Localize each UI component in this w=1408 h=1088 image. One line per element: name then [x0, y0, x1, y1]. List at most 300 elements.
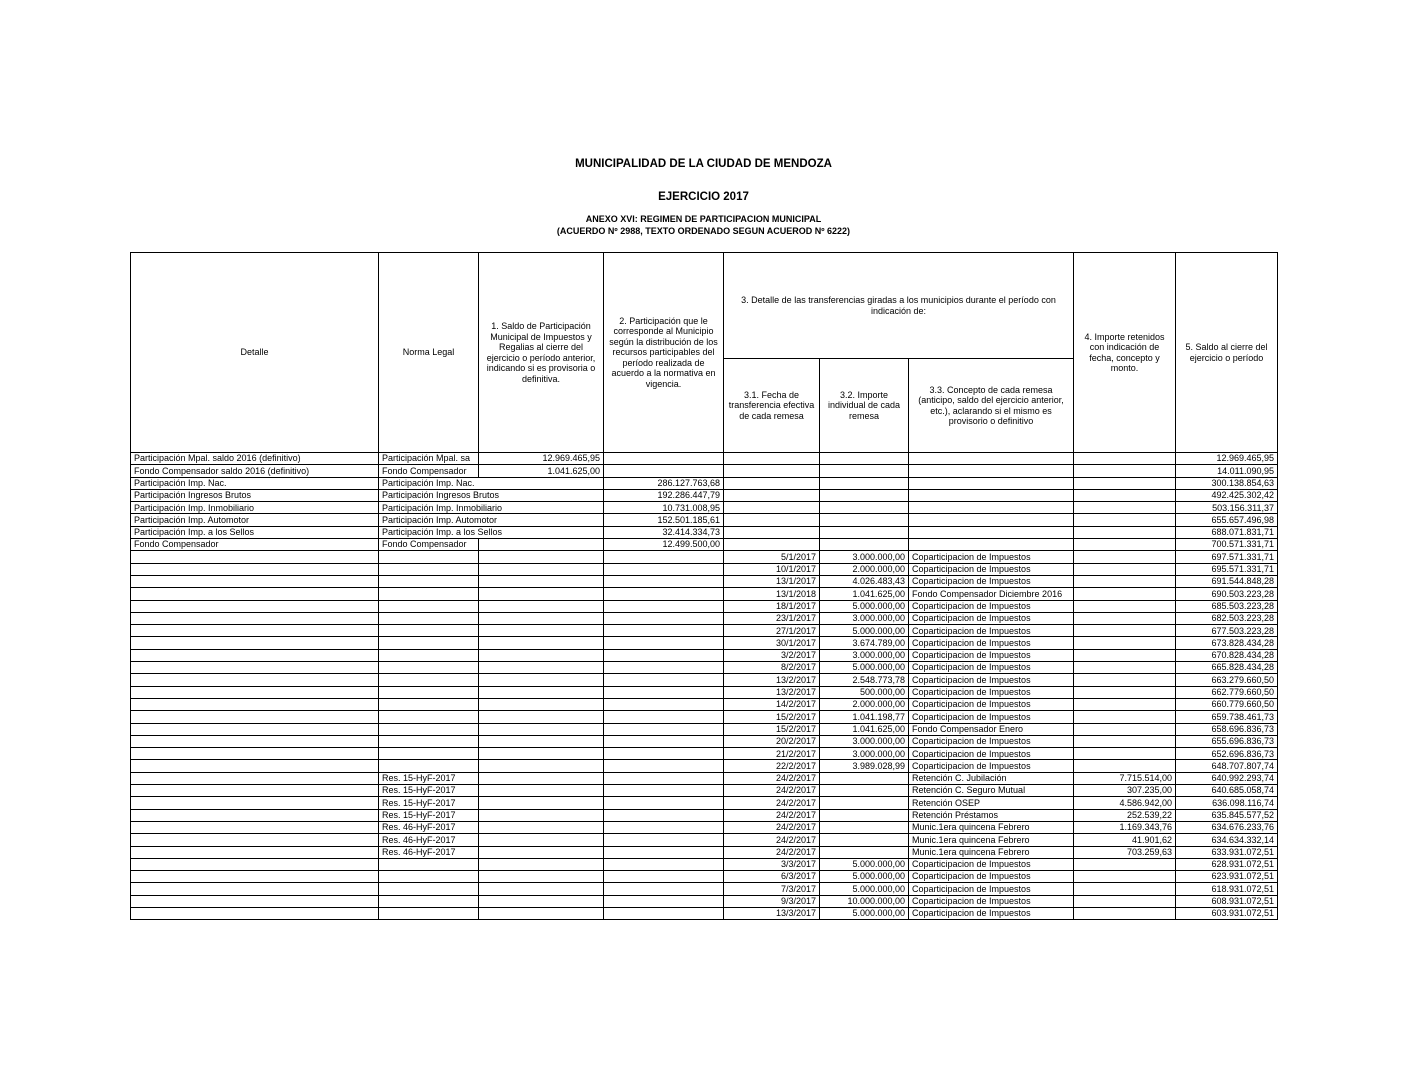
- cell-retenido: [1074, 895, 1176, 907]
- table-row: [131, 539, 1278, 551]
- table-row: [131, 612, 1278, 624]
- table-row: [131, 809, 1278, 821]
- cell-detalle: [131, 883, 379, 895]
- cell-participacion: [604, 662, 724, 674]
- cell-participacion: 286.127.763,68: [604, 477, 724, 489]
- cell-importe: 2.548.773,78: [820, 674, 909, 686]
- table-row: [131, 674, 1278, 686]
- cell-fecha: 27/1/2017: [724, 625, 820, 637]
- cell-retenido: [1074, 686, 1176, 698]
- table-row: [131, 489, 1278, 501]
- table-row: [131, 662, 1278, 674]
- cell-fecha: 13/1/2018: [724, 588, 820, 600]
- table-row: [131, 785, 1278, 797]
- cell-fecha: 24/2/2017: [724, 846, 820, 858]
- cell-fecha: 14/2/2017: [724, 698, 820, 710]
- cell-participacion: [604, 834, 724, 846]
- cell-concepto: [909, 465, 1074, 477]
- cell-retenido: [1074, 858, 1176, 870]
- cell-saldo-anterior: [479, 625, 604, 637]
- cell-norma-legal: Participación Mpal. sa: [379, 453, 479, 465]
- header-saldo-cierre: 5. Saldo al cierre del ejercicio o período: [1176, 253, 1278, 453]
- cell-norma-legal: [379, 723, 479, 735]
- cell-saldo-cierre: 682.503.223,28: [1176, 612, 1278, 624]
- cell-participacion: [604, 453, 724, 465]
- cell-concepto: [909, 489, 1074, 501]
- header-fecha: 3.1. Fecha de transferencia efectiva de cada remesa: [724, 359, 820, 453]
- cell-saldo-anterior: [479, 711, 604, 723]
- cell-concepto: Fondo Compensador Enero: [909, 723, 1074, 735]
- cell-saldo-cierre: 655.696.836,73: [1176, 735, 1278, 747]
- cell-saldo-anterior: [479, 797, 604, 809]
- cell-saldo-anterior: [479, 809, 604, 821]
- header-retenidos: 4. Importe retenidos con indicación de fecha, concepto y monto.: [1074, 253, 1176, 453]
- document-title: MUNICIPALIDAD DE LA CIUDAD DE MENDOZA: [575, 158, 832, 170]
- cell-importe: [820, 785, 909, 797]
- cell-retenido: [1074, 612, 1176, 624]
- cell-norma-legal: Participación Imp. Automotor: [379, 514, 604, 526]
- cell-retenido: [1074, 637, 1176, 649]
- cell-participacion: [604, 723, 724, 735]
- table-row: [131, 772, 1278, 784]
- cell-participacion: [604, 649, 724, 661]
- cell-norma-legal: Participación Ingresos Brutos: [379, 489, 604, 501]
- cell-fecha: 24/2/2017: [724, 834, 820, 846]
- cell-concepto: Coparticipacion de Impuestos: [909, 895, 1074, 907]
- cell-saldo-cierre: 503.156.311,37: [1176, 502, 1278, 514]
- table-row: [131, 846, 1278, 858]
- cell-importe: 500.000,00: [820, 686, 909, 698]
- cell-saldo-anterior: [479, 698, 604, 710]
- cell-importe: 5.000.000,00: [820, 871, 909, 883]
- cell-norma-legal: [379, 674, 479, 686]
- cell-detalle: [131, 662, 379, 674]
- cell-fecha: [724, 465, 820, 477]
- table-row: [131, 477, 1278, 489]
- cell-saldo-cierre: 659.738.461,73: [1176, 711, 1278, 723]
- cell-concepto: Coparticipacion de Impuestos: [909, 600, 1074, 612]
- cell-retenido: [1074, 502, 1176, 514]
- cell-retenido: [1074, 563, 1176, 575]
- cell-saldo-anterior: [479, 600, 604, 612]
- cell-concepto: Coparticipacion de Impuestos: [909, 551, 1074, 563]
- cell-fecha: 3/2/2017: [724, 649, 820, 661]
- cell-retenido: [1074, 735, 1176, 747]
- cell-detalle: [131, 637, 379, 649]
- cell-fecha: 3/3/2017: [724, 858, 820, 870]
- cell-concepto: Munic.1era quincena Febrero: [909, 846, 1074, 858]
- cell-norma-legal: [379, 760, 479, 772]
- cell-participacion: [604, 612, 724, 624]
- cell-saldo-cierre: 691.544.848,28: [1176, 575, 1278, 587]
- cell-saldo-anterior: [479, 723, 604, 735]
- cell-participacion: [604, 858, 724, 870]
- cell-saldo-cierre: 662.779.660,50: [1176, 686, 1278, 698]
- cell-detalle: [131, 575, 379, 587]
- cell-participacion: [604, 895, 724, 907]
- cell-detalle: Fondo Compensador saldo 2016 (definitivo): [131, 465, 379, 477]
- cell-saldo-anterior: [479, 662, 604, 674]
- cell-saldo-cierre: 608.931.072,51: [1176, 895, 1278, 907]
- cell-saldo-anterior: [479, 760, 604, 772]
- table-row: [131, 834, 1278, 846]
- cell-concepto: Coparticipacion de Impuestos: [909, 698, 1074, 710]
- cell-fecha: 20/2/2017: [724, 735, 820, 747]
- cell-detalle: [131, 698, 379, 710]
- cell-saldo-anterior: [479, 846, 604, 858]
- cell-detalle: [131, 785, 379, 797]
- cell-detalle: [131, 711, 379, 723]
- cell-norma-legal: [379, 575, 479, 587]
- cell-saldo-anterior: [479, 649, 604, 661]
- cell-importe: 5.000.000,00: [820, 625, 909, 637]
- cell-participacion: [604, 600, 724, 612]
- cell-fecha: 13/1/2017: [724, 575, 820, 587]
- cell-norma-legal: [379, 637, 479, 649]
- cell-concepto: Retención C. Jubilación: [909, 772, 1074, 784]
- cell-concepto: Coparticipacion de Impuestos: [909, 637, 1074, 649]
- cell-concepto: Coparticipacion de Impuestos: [909, 883, 1074, 895]
- cell-participacion: [604, 809, 724, 821]
- cell-retenido: [1074, 760, 1176, 772]
- table-row: [131, 698, 1278, 710]
- cell-saldo-cierre: 700.571.331,71: [1176, 539, 1278, 551]
- cell-concepto: Coparticipacion de Impuestos: [909, 674, 1074, 686]
- cell-importe: 5.000.000,00: [820, 883, 909, 895]
- cell-saldo-cierre: 603.931.072,51: [1176, 907, 1278, 919]
- cell-retenido: [1074, 539, 1176, 551]
- cell-norma-legal: [379, 871, 479, 883]
- cell-norma-legal: Res. 46-HyF-2017: [379, 834, 479, 846]
- cell-retenido: 41.901,62: [1074, 834, 1176, 846]
- cell-importe: [820, 834, 909, 846]
- cell-saldo-anterior: [479, 551, 604, 563]
- cell-retenido: [1074, 907, 1176, 919]
- cell-retenido: [1074, 514, 1176, 526]
- table-row: [131, 858, 1278, 870]
- cell-saldo-cierre: 633.931.072,51: [1176, 846, 1278, 858]
- table-row: [131, 723, 1278, 735]
- cell-norma-legal: Participación Imp. a los Sellos: [379, 526, 604, 538]
- cell-norma-legal: [379, 907, 479, 919]
- cell-norma-legal: [379, 711, 479, 723]
- cell-detalle: Participación Imp. Nac.: [131, 477, 379, 489]
- header-transferencias: 3. Detalle de las transferencias giradas a los municipios durante el período con indicación de:: [724, 253, 1074, 359]
- cell-concepto: Munic.1era quincena Febrero: [909, 834, 1074, 846]
- table-header: [131, 253, 1278, 453]
- cell-participacion: [604, 625, 724, 637]
- cell-participacion: [604, 465, 724, 477]
- cell-retenido: [1074, 465, 1176, 477]
- cell-retenido: 7.715.514,00: [1074, 772, 1176, 784]
- cell-fecha: [724, 477, 820, 489]
- cell-retenido: [1074, 489, 1176, 501]
- cell-importe: [820, 797, 909, 809]
- cell-detalle: [131, 588, 379, 600]
- cell-saldo-cierre: 618.931.072,51: [1176, 883, 1278, 895]
- cell-fecha: 24/2/2017: [724, 797, 820, 809]
- cell-saldo-anterior: [479, 575, 604, 587]
- table-row: [131, 551, 1278, 563]
- cell-fecha: 15/2/2017: [724, 723, 820, 735]
- cell-detalle: [131, 821, 379, 833]
- cell-concepto: [909, 453, 1074, 465]
- cell-participacion: [604, 821, 724, 833]
- cell-importe: 10.000.000,00: [820, 895, 909, 907]
- cell-saldo-anterior: [479, 858, 604, 870]
- cell-saldo-cierre: 685.503.223,28: [1176, 600, 1278, 612]
- cell-retenido: 4.586.942,00: [1074, 797, 1176, 809]
- cell-fecha: 10/1/2017: [724, 563, 820, 575]
- table-row: [131, 883, 1278, 895]
- cell-importe: 1.041.198,77: [820, 711, 909, 723]
- cell-importe: [820, 465, 909, 477]
- cell-norma-legal: Res. 15-HyF-2017: [379, 785, 479, 797]
- cell-fecha: [724, 539, 820, 551]
- cell-fecha: 15/2/2017: [724, 711, 820, 723]
- cell-saldo-anterior: [479, 871, 604, 883]
- cell-saldo-cierre: 695.571.331,71: [1176, 563, 1278, 575]
- cell-saldo-cierre: 623.931.072,51: [1176, 871, 1278, 883]
- document-subtitle-anexo: ANEXO XVI: REGIMEN DE PARTICIPACION MUNICIPAL: [585, 214, 822, 224]
- cell-saldo-cierre: 660.779.660,50: [1176, 698, 1278, 710]
- cell-detalle: [131, 809, 379, 821]
- table-row: [131, 526, 1278, 538]
- cell-saldo-cierre: 655.657.496,98: [1176, 514, 1278, 526]
- cell-saldo-anterior: [479, 674, 604, 686]
- cell-saldo-cierre: 634.676.233,76: [1176, 821, 1278, 833]
- cell-importe: 2.000.000,00: [820, 563, 909, 575]
- cell-importe: 3.000.000,00: [820, 612, 909, 624]
- cell-fecha: 18/1/2017: [724, 600, 820, 612]
- cell-saldo-anterior: [479, 883, 604, 895]
- cell-saldo-anterior: [479, 907, 604, 919]
- cell-retenido: [1074, 453, 1176, 465]
- table-row: [131, 907, 1278, 919]
- cell-importe: [820, 514, 909, 526]
- cell-norma-legal: [379, 625, 479, 637]
- cell-participacion: 10.731.008,95: [604, 502, 724, 514]
- cell-importe: [820, 502, 909, 514]
- cell-concepto: Coparticipacion de Impuestos: [909, 907, 1074, 919]
- cell-concepto: Coparticipacion de Impuestos: [909, 871, 1074, 883]
- header-detalle: Detalle: [131, 253, 379, 453]
- cell-participacion: [604, 674, 724, 686]
- cell-saldo-anterior: [479, 834, 604, 846]
- table-row: [131, 711, 1278, 723]
- cell-detalle: [131, 760, 379, 772]
- cell-norma-legal: [379, 686, 479, 698]
- cell-concepto: Coparticipacion de Impuestos: [909, 760, 1074, 772]
- table-row: [131, 895, 1278, 907]
- cell-fecha: 8/2/2017: [724, 662, 820, 674]
- cell-saldo-anterior: [479, 563, 604, 575]
- cell-concepto: Fondo Compensador Diciembre 2016: [909, 588, 1074, 600]
- cell-participacion: [604, 760, 724, 772]
- cell-participacion: [604, 846, 724, 858]
- cell-saldo-cierre: 300.138.854,63: [1176, 477, 1278, 489]
- table-row: [131, 637, 1278, 649]
- cell-saldo-cierre: 677.503.223,28: [1176, 625, 1278, 637]
- header-concepto: 3.3. Concepto de cada remesa (anticipo, saldo del ejercicio anterior, etc.), aclarando si el mismo es provisorio o definitivo: [909, 359, 1074, 453]
- cell-saldo-anterior: [479, 735, 604, 747]
- cell-norma-legal: [379, 649, 479, 661]
- cell-fecha: 6/3/2017: [724, 871, 820, 883]
- cell-retenido: [1074, 600, 1176, 612]
- table-row: [131, 649, 1278, 661]
- cell-norma-legal: [379, 883, 479, 895]
- cell-norma-legal: Res. 15-HyF-2017: [379, 772, 479, 784]
- cell-concepto: [909, 514, 1074, 526]
- cell-saldo-anterior: [479, 637, 604, 649]
- cell-retenido: 1.169.343,76: [1074, 821, 1176, 833]
- cell-retenido: [1074, 723, 1176, 735]
- cell-retenido: [1074, 883, 1176, 895]
- document-subtitle-ejercicio: EJERCICIO 2017: [658, 191, 749, 203]
- cell-fecha: [724, 526, 820, 538]
- cell-detalle: Participación Imp. Inmobiliario: [131, 502, 379, 514]
- cell-saldo-cierre: 640.685.058,74: [1176, 785, 1278, 797]
- cell-importe: 3.000.000,00: [820, 735, 909, 747]
- cell-importe: 3.000.000,00: [820, 649, 909, 661]
- table-row: [131, 575, 1278, 587]
- cell-fecha: 13/2/2017: [724, 686, 820, 698]
- header-participacion: 2. Participación que le corresponde al Municipio según la distribución de los recursos participables del período realizada de acuerdo a la normativa en vigencia.: [604, 253, 724, 453]
- cell-importe: [820, 846, 909, 858]
- cell-fecha: [724, 514, 820, 526]
- cell-participacion: [604, 563, 724, 575]
- cell-participacion: [604, 907, 724, 919]
- cell-norma-legal: Fondo Compensador: [379, 465, 479, 477]
- cell-norma-legal: [379, 551, 479, 563]
- cell-norma-legal: [379, 858, 479, 870]
- cell-saldo-anterior: 1.041.625,00: [479, 465, 604, 477]
- cell-norma-legal: [379, 895, 479, 907]
- table-row: [131, 502, 1278, 514]
- cell-norma-legal: Res. 15-HyF-2017: [379, 797, 479, 809]
- cell-norma-legal: Res. 46-HyF-2017: [379, 821, 479, 833]
- cell-participacion: [604, 686, 724, 698]
- cell-saldo-cierre: 12.969.465,95: [1176, 453, 1278, 465]
- cell-concepto: Coparticipacion de Impuestos: [909, 686, 1074, 698]
- cell-norma-legal: [379, 662, 479, 674]
- cell-importe: 3.674.789,00: [820, 637, 909, 649]
- table-row: [131, 465, 1278, 477]
- cell-retenido: [1074, 748, 1176, 760]
- cell-importe: 3.000.000,00: [820, 551, 909, 563]
- cell-retenido: 252.539,22: [1074, 809, 1176, 821]
- table-row: [131, 588, 1278, 600]
- table-row: [131, 735, 1278, 747]
- cell-fecha: 21/2/2017: [724, 748, 820, 760]
- cell-detalle: [131, 600, 379, 612]
- cell-retenido: [1074, 588, 1176, 600]
- cell-retenido: [1074, 625, 1176, 637]
- cell-saldo-anterior: 12.969.465,95: [479, 453, 604, 465]
- cell-concepto: [909, 477, 1074, 489]
- cell-saldo-cierre: 635.845.577,52: [1176, 809, 1278, 821]
- cell-retenido: [1074, 674, 1176, 686]
- cell-saldo-cierre: 636.098.116,74: [1176, 797, 1278, 809]
- cell-detalle: Participación Ingresos Brutos: [131, 489, 379, 501]
- cell-detalle: Participación Imp. a los Sellos: [131, 526, 379, 538]
- cell-fecha: 24/2/2017: [724, 785, 820, 797]
- cell-detalle: [131, 563, 379, 575]
- cell-fecha: 22/2/2017: [724, 760, 820, 772]
- cell-norma-legal: [379, 600, 479, 612]
- cell-saldo-cierre: 673.828.434,28: [1176, 637, 1278, 649]
- cell-retenido: [1074, 871, 1176, 883]
- cell-detalle: Participación Imp. Automotor: [131, 514, 379, 526]
- cell-saldo-anterior: [479, 772, 604, 784]
- cell-detalle: Fondo Compensador: [131, 539, 379, 551]
- cell-concepto: Retención Préstamos: [909, 809, 1074, 821]
- header-importe: 3.2. Importe individual de cada remesa: [820, 359, 909, 453]
- cell-saldo-cierre: 670.828.434,28: [1176, 649, 1278, 661]
- table-body: [131, 453, 1278, 920]
- table-row: [131, 821, 1278, 833]
- cell-fecha: 13/3/2017: [724, 907, 820, 919]
- cell-retenido: [1074, 551, 1176, 563]
- cell-fecha: [724, 489, 820, 501]
- cell-detalle: [131, 612, 379, 624]
- cell-fecha: 24/2/2017: [724, 772, 820, 784]
- cell-detalle: [131, 772, 379, 784]
- cell-detalle: [131, 625, 379, 637]
- cell-saldo-anterior: [479, 821, 604, 833]
- cell-retenido: [1074, 575, 1176, 587]
- cell-fecha: [724, 453, 820, 465]
- cell-fecha: [724, 502, 820, 514]
- cell-participacion: [604, 748, 724, 760]
- cell-saldo-anterior: [479, 588, 604, 600]
- cell-concepto: Coparticipacion de Impuestos: [909, 575, 1074, 587]
- cell-participacion: [604, 588, 724, 600]
- cell-retenido: [1074, 477, 1176, 489]
- cell-participacion: 152.501.185,61: [604, 514, 724, 526]
- cell-fecha: 24/2/2017: [724, 821, 820, 833]
- cell-fecha: 7/3/2017: [724, 883, 820, 895]
- cell-fecha: 5/1/2017: [724, 551, 820, 563]
- cell-saldo-anterior: [479, 785, 604, 797]
- cell-detalle: [131, 907, 379, 919]
- cell-concepto: Coparticipacion de Impuestos: [909, 612, 1074, 624]
- cell-concepto: [909, 526, 1074, 538]
- cell-concepto: Munic.1era quincena Febrero: [909, 821, 1074, 833]
- table-row: [131, 514, 1278, 526]
- cell-retenido: [1074, 526, 1176, 538]
- cell-concepto: Coparticipacion de Impuestos: [909, 711, 1074, 723]
- cell-retenido: [1074, 649, 1176, 661]
- cell-saldo-cierre: 648.707.807,74: [1176, 760, 1278, 772]
- cell-concepto: Coparticipacion de Impuestos: [909, 649, 1074, 661]
- cell-saldo-cierre: 663.279.660,50: [1176, 674, 1278, 686]
- cell-participacion: 192.286.447,79: [604, 489, 724, 501]
- cell-importe: 1.041.625,00: [820, 723, 909, 735]
- cell-norma-legal: [379, 612, 479, 624]
- cell-importe: 3.000.000,00: [820, 748, 909, 760]
- header-saldo-anterior: 1. Saldo de Participación Municipal de Impuestos y Regalias al cierre del ejercicio o período anterior, indicando si es provisoria o definitiva.: [479, 253, 604, 453]
- cell-detalle: [131, 846, 379, 858]
- cell-saldo-anterior: [479, 895, 604, 907]
- header-norma-legal: Norma Legal: [379, 253, 479, 453]
- cell-saldo-cierre: 697.571.331,71: [1176, 551, 1278, 563]
- table-row: [131, 453, 1278, 465]
- cell-detalle: [131, 834, 379, 846]
- cell-importe: 2.000.000,00: [820, 698, 909, 710]
- cell-detalle: [131, 674, 379, 686]
- cell-saldo-cierre: 492.425.302,42: [1176, 489, 1278, 501]
